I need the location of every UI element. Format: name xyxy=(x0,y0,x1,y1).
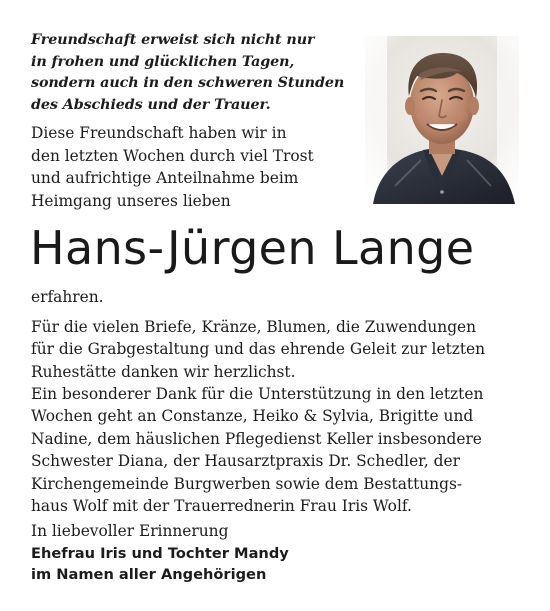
quote-line: des Abschieds und der Trauer. xyxy=(31,96,271,113)
special-thanks-paragraph xyxy=(31,383,526,517)
thanks-line: Für die vielen Briefe, Kränze, Blumen, die Zuwendungen xyxy=(31,318,477,336)
intro-text xyxy=(31,122,361,212)
portrait-image xyxy=(365,36,519,204)
portrait-photo xyxy=(365,36,519,204)
thanks-line: für die Grabgestaltung und das ehrende Geleit zur letzten xyxy=(31,340,486,359)
quote-line: Freundschaft erweist sich nicht nur xyxy=(31,32,315,48)
special-thanks-line: Wochen geht an Constanze, Heiko & Sylvia, Brigitte und xyxy=(31,407,474,426)
thanks-paragraph xyxy=(31,316,526,383)
intro-line: und aufrichtige Anteilnahme beim xyxy=(31,169,299,187)
signer-line: im Namen aller Angehörigen xyxy=(31,566,267,583)
quote-line: sondern auch in den schweren Stunden xyxy=(31,75,345,91)
memorial-quote xyxy=(31,30,351,116)
intro-line: Heimgang unseres lieben xyxy=(31,191,231,210)
special-thanks-line: Nadine, dem häuslichen Pflegedienst Keller insbesondere xyxy=(31,429,482,448)
special-thanks-line: Schwester Diana, der Hausarztpraxis Dr. Schedler, der xyxy=(31,452,460,471)
deceased-name: Hans-Jürgen Lange xyxy=(30,221,475,275)
quote-line: in frohen und glücklichen Tagen, xyxy=(31,53,295,70)
special-thanks-line: Ein besonderer Dank für die Unterstützung in den letzten xyxy=(31,385,484,403)
signer-line: Ehefrau Iris und Tochter Mandy xyxy=(31,544,289,562)
thanks-line: Ruhestätte danken wir herzlichst. xyxy=(31,362,296,381)
closing-block xyxy=(31,521,289,586)
closing-intro: In liebevoller Erinnerung xyxy=(31,522,229,540)
intro-line: Diese Freundschaft haben wir in xyxy=(31,124,287,142)
intro-line: den letzten Wochen durch viel Trost xyxy=(31,146,314,165)
after-name-text: erfahren. xyxy=(31,288,104,306)
special-thanks-line: Kirchengemeinde Burgwerben sowie dem Bestattungs- xyxy=(31,474,463,493)
special-thanks-line: haus Wolf mit der Trauerrednerin Frau Iris Wolf. xyxy=(31,497,412,516)
